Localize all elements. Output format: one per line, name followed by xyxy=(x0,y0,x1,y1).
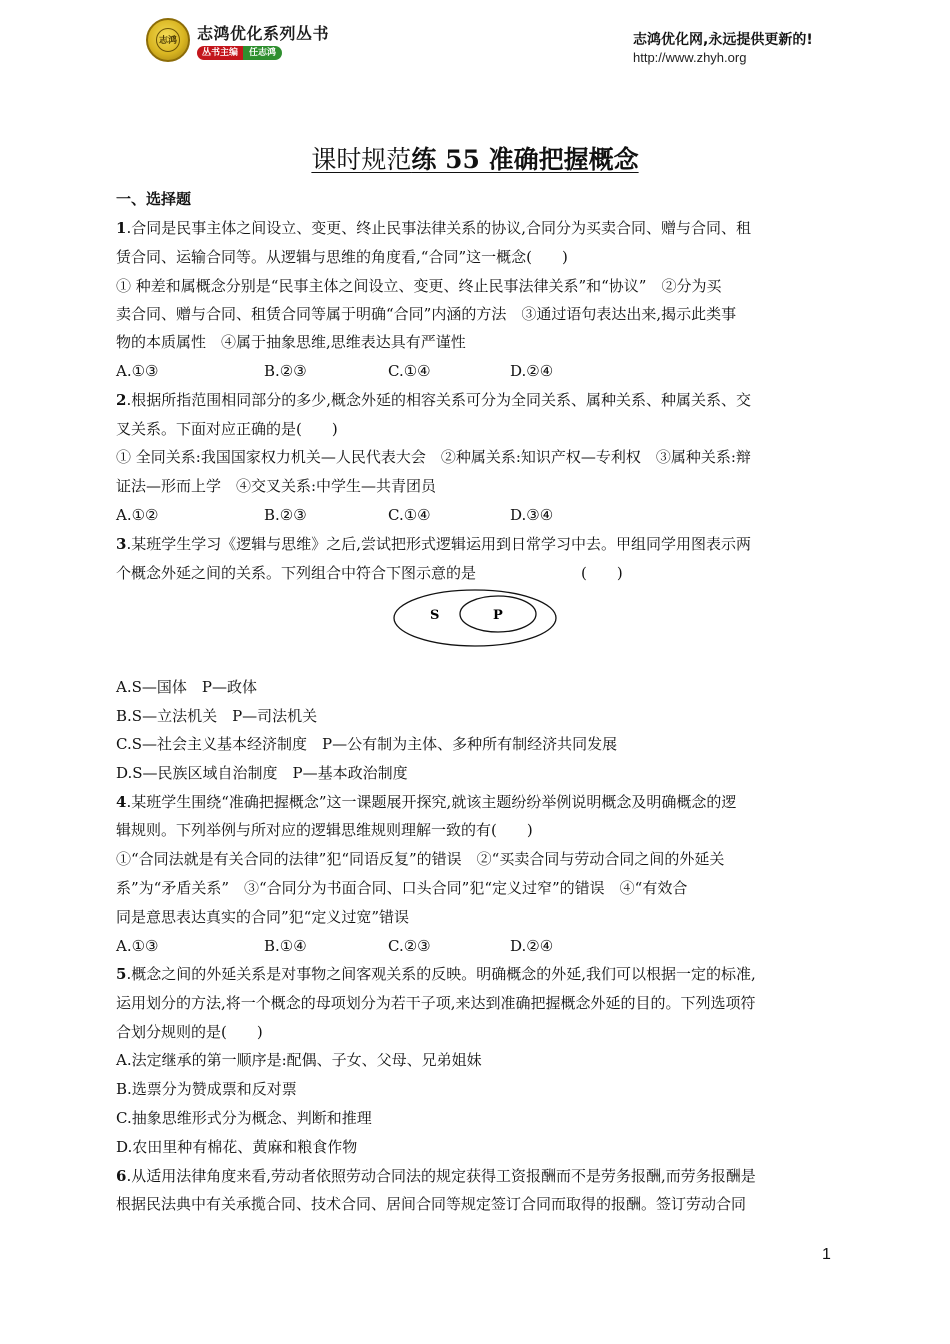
editor-role: 丛书主编 xyxy=(197,46,243,60)
header-url[interactable]: http://www.zhyh.org xyxy=(633,50,747,65)
page-number: 1 xyxy=(822,1246,831,1263)
question-line: 卖合同、赠与合同、租赁合同等属于明确“合同”内涵的方法 ③通过语句表达出来,揭示此类事 xyxy=(116,305,737,323)
title-part-1: 课时规范 xyxy=(311,145,412,174)
question-number: 2 xyxy=(116,391,127,409)
label-s: S xyxy=(430,608,440,623)
option-c[interactable]: C.②③ xyxy=(388,937,431,955)
option-d[interactable]: D.③④ xyxy=(510,506,554,524)
option-c[interactable]: C.①④ xyxy=(388,506,431,524)
question-line: ① 全同关系:我国国家权力机关—人民代表大会 ②种属关系:知识产权—专利权 ③属种关系:辩 xyxy=(116,448,751,466)
question-line: 2.根据所指范围相同部分的多少,概念外延的相容关系可分为全同关系、属种关系、种属关系、交 xyxy=(116,391,751,409)
option-b[interactable]: B.②③ xyxy=(264,506,307,524)
outer-ellipse-s xyxy=(394,590,556,646)
question-number: 5 xyxy=(116,965,127,983)
question-line: ①“合同法就是有关合同的法律”犯“同语反复”的错误 ②“买卖合同与劳动合同之间的外延关 xyxy=(116,850,725,868)
question-line: 6.从适用法律角度来看,劳动者依照劳动合同法的规定获得工资报酬而不是劳务报酬,而劳务报酬是 xyxy=(116,1167,756,1185)
seal-text: 志鸿 xyxy=(158,36,177,46)
question-line: 同是意思表达真实的合同”犯“定义过宽”错误 xyxy=(116,908,410,926)
choice-a[interactable]: A.S—国体 P—政体 xyxy=(116,678,257,696)
page-title xyxy=(0,140,950,176)
question-number: 4 xyxy=(116,793,127,811)
question-line: 5.概念之间的外延关系是对事物之间客观关系的反映。明确概念的外延,我们可以根据一定的标准, xyxy=(116,965,756,983)
question-line: 叉关系。下面对应正确的是( ) xyxy=(116,420,338,438)
question-line: 根据民法典中有关承揽合同、技术合同、居间合同等规定签订合同而取得的报酬。签订劳动合同 xyxy=(116,1195,747,1213)
option-b[interactable]: B.②③ xyxy=(264,362,307,380)
option-a[interactable]: A.①③ xyxy=(116,362,159,380)
series-title: 志鸿优化系列丛书 xyxy=(197,24,330,43)
question-number: 3 xyxy=(116,535,127,553)
option-c[interactable]: C.①④ xyxy=(388,362,431,380)
editor-name: 任志鸿 xyxy=(243,46,282,60)
choice-d[interactable]: D.S—民族区域自治制度 P—基本政治制度 xyxy=(116,764,408,782)
option-a[interactable]: A.①③ xyxy=(116,937,159,955)
question-line: 运用划分的方法,将一个概念的母项划分为若干子项,来达到准确把握概念外延的目的。下列选项符 xyxy=(116,994,756,1012)
editor-tag xyxy=(197,46,282,60)
publisher-seal-logo xyxy=(146,18,190,62)
question-line: 系”为“矛盾关系” ③“合同分为书面合同、口头合同”犯“定义过窄”的错误 ④“有效合 xyxy=(116,879,688,897)
question-number: 6 xyxy=(116,1167,127,1185)
title-part-2: 练 55 准确把握概念 xyxy=(411,145,639,174)
option-d[interactable]: D.②④ xyxy=(510,937,554,955)
venn-diagram xyxy=(392,588,558,648)
question-line: 合划分规则的是( ) xyxy=(116,1023,263,1041)
choice-a[interactable]: A.法定继承的第一顺序是:配偶、子女、父母、兄弟姐妹 xyxy=(116,1051,482,1069)
question-line: 1.合同是民事主体之间设立、变更、终止民事法律关系的协议,合同分为买卖合同、赠与合同、租 xyxy=(116,219,751,237)
choice-c[interactable]: C.S—社会主义基本经济制度 P—公有制为主体、多种所有制经济共同发展 xyxy=(116,735,618,753)
question-line: 赁合同、运输合同等。从逻辑与思维的角度看,“合同”这一概念( ) xyxy=(116,248,568,266)
label-p: P xyxy=(493,608,503,623)
section-heading: 一、选择题 xyxy=(116,190,192,208)
page-header xyxy=(0,0,950,80)
choice-d[interactable]: D.农田里种有棉花、黄麻和粮食作物 xyxy=(116,1138,358,1156)
question-line: 4.某班学生围绕“准确把握概念”这一课题展开探究,就该主题纷纷举例说明概念及明确概念的逻 xyxy=(116,793,737,811)
question-line: 辑规则。下列举例与所对应的逻辑思维规则理解一致的有( ) xyxy=(116,821,533,839)
question-number: 1 xyxy=(116,219,127,237)
option-d[interactable]: D.②④ xyxy=(510,362,554,380)
choice-b[interactable]: B.选票分为赞成票和反对票 xyxy=(116,1080,297,1098)
choice-b[interactable]: B.S—立法机关 P—司法机关 xyxy=(116,707,318,725)
question-line: ① 种差和属概念分别是“民事主体之间设立、变更、终止民事法律关系”和“协议” ②分为买 xyxy=(116,277,722,295)
option-a[interactable]: A.①② xyxy=(116,506,159,524)
question-line: 个概念外延之间的关系。下列组合中符合下图示意的是 ( ) xyxy=(116,564,623,582)
question-line: 证法—形而上学 ④交叉关系:中学生—共青团员 xyxy=(116,477,437,495)
question-line: 3.某班学生学习《逻辑与思维》之后,尝试把形式逻辑运用到日常学习中去。甲组同学用图表示两 xyxy=(116,535,751,553)
header-slogan: 志鸿优化网,永远提供更新的! xyxy=(633,32,813,48)
choice-c[interactable]: C.抽象思维形式分为概念、判断和推理 xyxy=(116,1109,372,1127)
question-line: 物的本质属性 ④属于抽象思维,思维表达具有严谨性 xyxy=(116,333,466,351)
option-b[interactable]: B.①④ xyxy=(264,937,307,955)
